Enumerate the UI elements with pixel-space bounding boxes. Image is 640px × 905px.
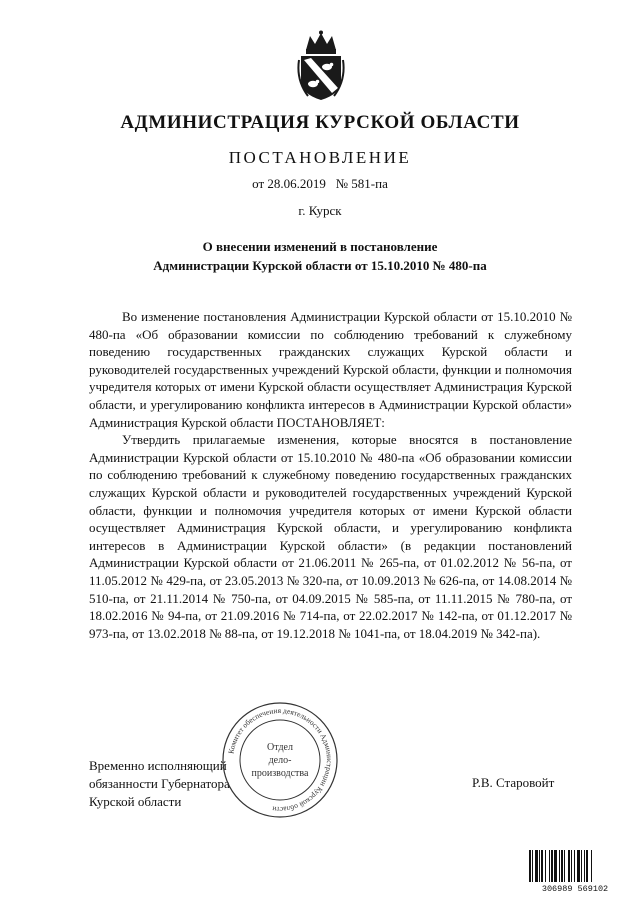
- stamp-center-line-1: Отдел: [267, 742, 293, 753]
- document-city: г. Курск: [298, 203, 342, 218]
- body-paragraph-2: Утвердить прилагаемые изменения, которые вносятся в постановление Администрации Курской области от 15.10.2010 № 480-па «Об образовании комиссии по соблюдению требований к служебному поведению государственных гражданских служащих Курской области и руководителей государственных учреждений Курской области, функции и полномочия учредителя которых от имени Курской области осуществляет Администрация Курской области, и урегулированию конфликта интересов в Администрации Курской области» (в редакции постановлений Администрации Курской области от 21.06.2011 № 265-па, от 01.02.2012 № 56-па, от 11.05.2012 № 429-па, от 23.05.2013 № 320-па, от 10.09.2013 № 626-па, от 14.08.2014 № 510-па, от 21.11.2014 № 750-па, от 04.09.2015 № 585-па, от 11.11.2015 № 780-па, от 18.02.2016 № 94-па, от 21.09.2016 № 714-па, от 22.02.2017 № 142-па, от 01.12.2017 № 973-па, от 13.02.2018 № 88-па, от 19.12.2018 № 1041-па, от 18.04.2019 № 342-па).: [89, 432, 572, 641]
- document-type: ПОСТАНОВЛЕНИЕ: [228, 148, 412, 167]
- signatory-position-line-2: обязанности Губернатора: [89, 776, 230, 791]
- barcode-digits: 306989 569102: [541, 884, 609, 893]
- body-paragraph-1: Во изменение постановления Администрации Курской области от 15.10.2010 № 480-па «Об образовании комиссии по соблюдению требований к служебному поведению государственных гражданских служащих Курской области и руководителей государственных учреждений Курской области, функции и полномочия учредителя которых от имени Курской области осуществляет Администрация Курской области, и урегулированию конфликта интересов в Администрации Курской области» Администрация Курской области ПОСТАНОВЛЯЕТ:: [89, 309, 572, 430]
- barcode-bars: [529, 850, 592, 882]
- subject-line-2: Администрации Курской области от 15.10.2010 № 480-па: [153, 258, 487, 273]
- organization-title: АДМИНИСТРАЦИЯ КУРСКОЙ ОБЛАСТИ: [120, 112, 520, 133]
- signatory-name: Р.В. Старовойт: [472, 775, 555, 790]
- subject-line-1: О внесении изменений в постановление: [202, 239, 438, 254]
- signatory-position-line-3: Курской области: [89, 794, 182, 809]
- document-subject: [0, 237, 640, 275]
- number-sign: №: [335, 176, 349, 191]
- date-prefix: от: [252, 176, 265, 191]
- signatory-position-line-1: Временно исполняющий: [89, 758, 227, 773]
- document-date-line: [0, 176, 640, 192]
- official-stamp: [220, 700, 340, 820]
- signatory-position: [89, 757, 230, 811]
- stamp-center-line-3: производства: [251, 768, 309, 779]
- document-date: 28.06.2019: [267, 176, 326, 191]
- document-number: 581-па: [351, 176, 388, 191]
- document-body: [89, 308, 572, 642]
- barcode: [527, 849, 623, 893]
- kursk-coat-of-arms-icon: [296, 30, 346, 102]
- stamp-center-line-2: дело-: [268, 755, 292, 766]
- stamp-ring-text: Комитет обеспечения деятельности Администрации Курской области: [226, 705, 335, 815]
